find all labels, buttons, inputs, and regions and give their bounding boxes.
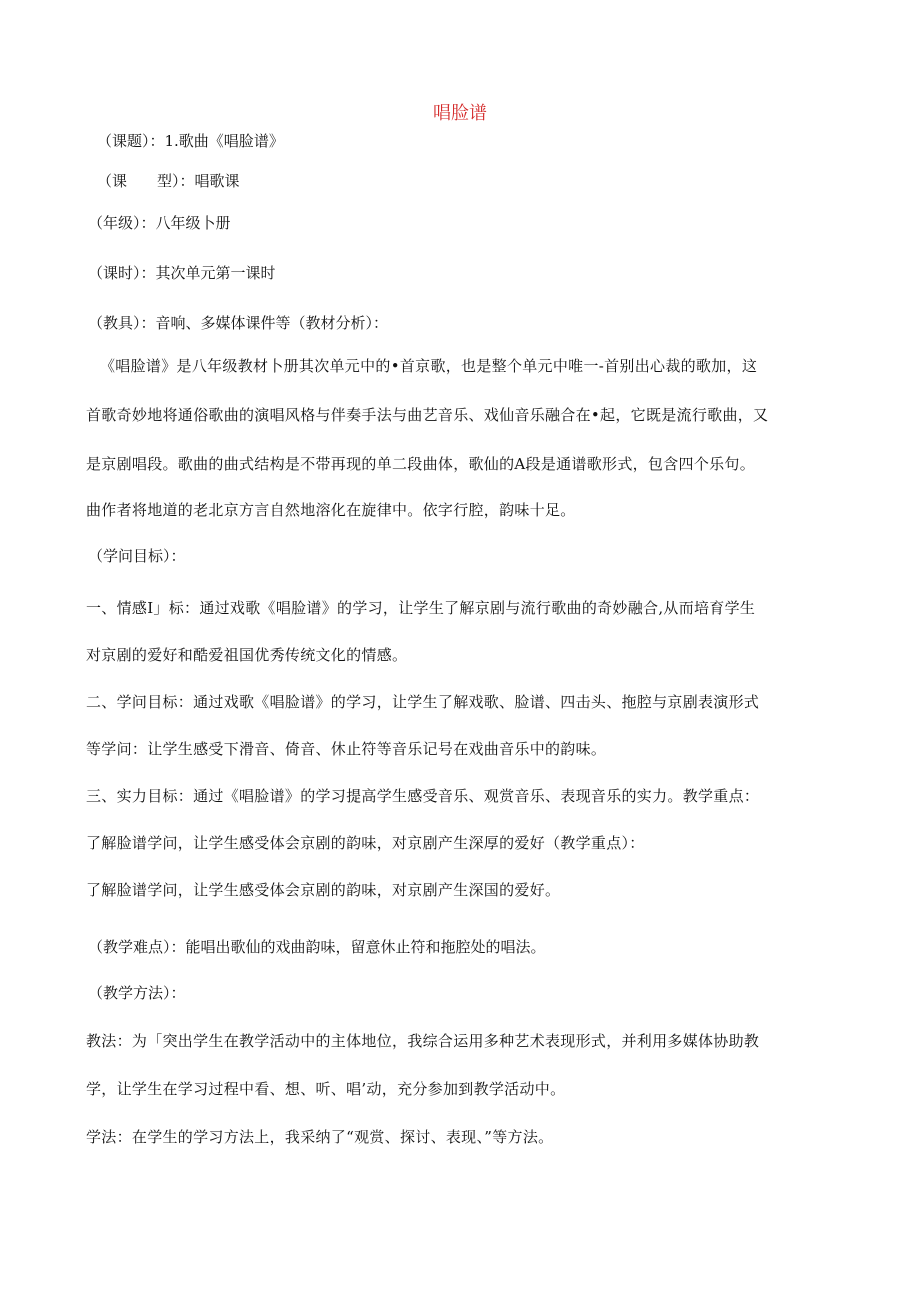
meta-topic: （课题）：1.歌曲《唱脸谱》 bbox=[97, 132, 284, 150]
objectives-heading: （学问目标）： bbox=[88, 547, 186, 565]
analysis-line: 首歌奇妙地将通俗歌曲的演唱风格与伴奏手法与曲艺音乐、戏仙音乐融合在•起，它既是流行歌曲，又 bbox=[86, 406, 769, 424]
meta-grade: （年级）：八年级卜册 bbox=[88, 214, 231, 232]
meta-period: （课时）：其次单元第一课时 bbox=[88, 264, 276, 282]
analysis-line: 《唱脸谱》是八年级教材卜册其次单元中的•首京歌，也是整个单元中唯一-首别出心裁的歌加，这 bbox=[100, 357, 758, 375]
objective-line: 了解脸谱学问，让学生感受体会京剧的韵味，对京剧产生深国的爱好。 bbox=[86, 881, 561, 899]
teaching-method-line: 学，让学生在学习过程中看、想、听、唱’动，充分参加到教学活动中。 bbox=[86, 1080, 566, 1098]
document-title: 唱脸谱 bbox=[433, 103, 487, 124]
objective-line: 对京剧的爱好和酷爱祖国优秀传统文化的情感。 bbox=[86, 646, 408, 664]
learning-method: 学法：在学生的学习方法上，我采纳了“观赏、探讨、表现、”等方法。 bbox=[86, 1128, 554, 1146]
objective-line: 一、情感I」标：通过戏歌《唱脸谱》的学习，让学生了解京剧与流行歌曲的奇妙融合,从而培育学生 bbox=[86, 599, 756, 617]
analysis-line: 曲作者将地道的老北京方言自然地溶化在旋律中。依字行腔，韵味十足。 bbox=[86, 501, 576, 519]
teaching-difficulty: （教学难点）：能唱出歌仙的戏曲韵味，留意休止符和拖腔处的唱法。 bbox=[88, 938, 546, 956]
meta-tools: （教具）：音响、多媒体课件等（教材分析）： bbox=[88, 314, 389, 332]
analysis-line: 是京剧唱段。歌曲的曲式结构是不带再现的单二段曲体，歌仙的A段是通谱歌形式，包含四个乐句。 bbox=[86, 455, 756, 473]
objective-line: 了解脸谱学问，让学生感受体会京剧的韵味，对京剧产生深厚的爱好（教学重点）： bbox=[86, 834, 645, 852]
objective-line: 三、实力目标：通过《唱脸谱》的学习提高学生感受音乐、观赏音乐、表现音乐的实力。教学重点： bbox=[86, 787, 760, 805]
objective-line: 等学问：让学生感受下滑音、倚音、休止符等音乐记号在戏曲音乐中的韵味。 bbox=[86, 740, 607, 758]
objective-line: 二、学问目标：通过戏歌《唱脸谱》的学习，让学生了解戏歌、脸谱、四击头、拖腔与京剧表演形式 bbox=[86, 693, 760, 711]
methods-heading: （教学方法）： bbox=[88, 984, 186, 1002]
teaching-method-line: 教法：为「突出学生在教学活动中的主体地位，我综合运用多种艺术表现形式，并利用多媒体协助教 bbox=[86, 1032, 760, 1050]
meta-type: （课 型）：唱歌课 bbox=[97, 172, 240, 190]
